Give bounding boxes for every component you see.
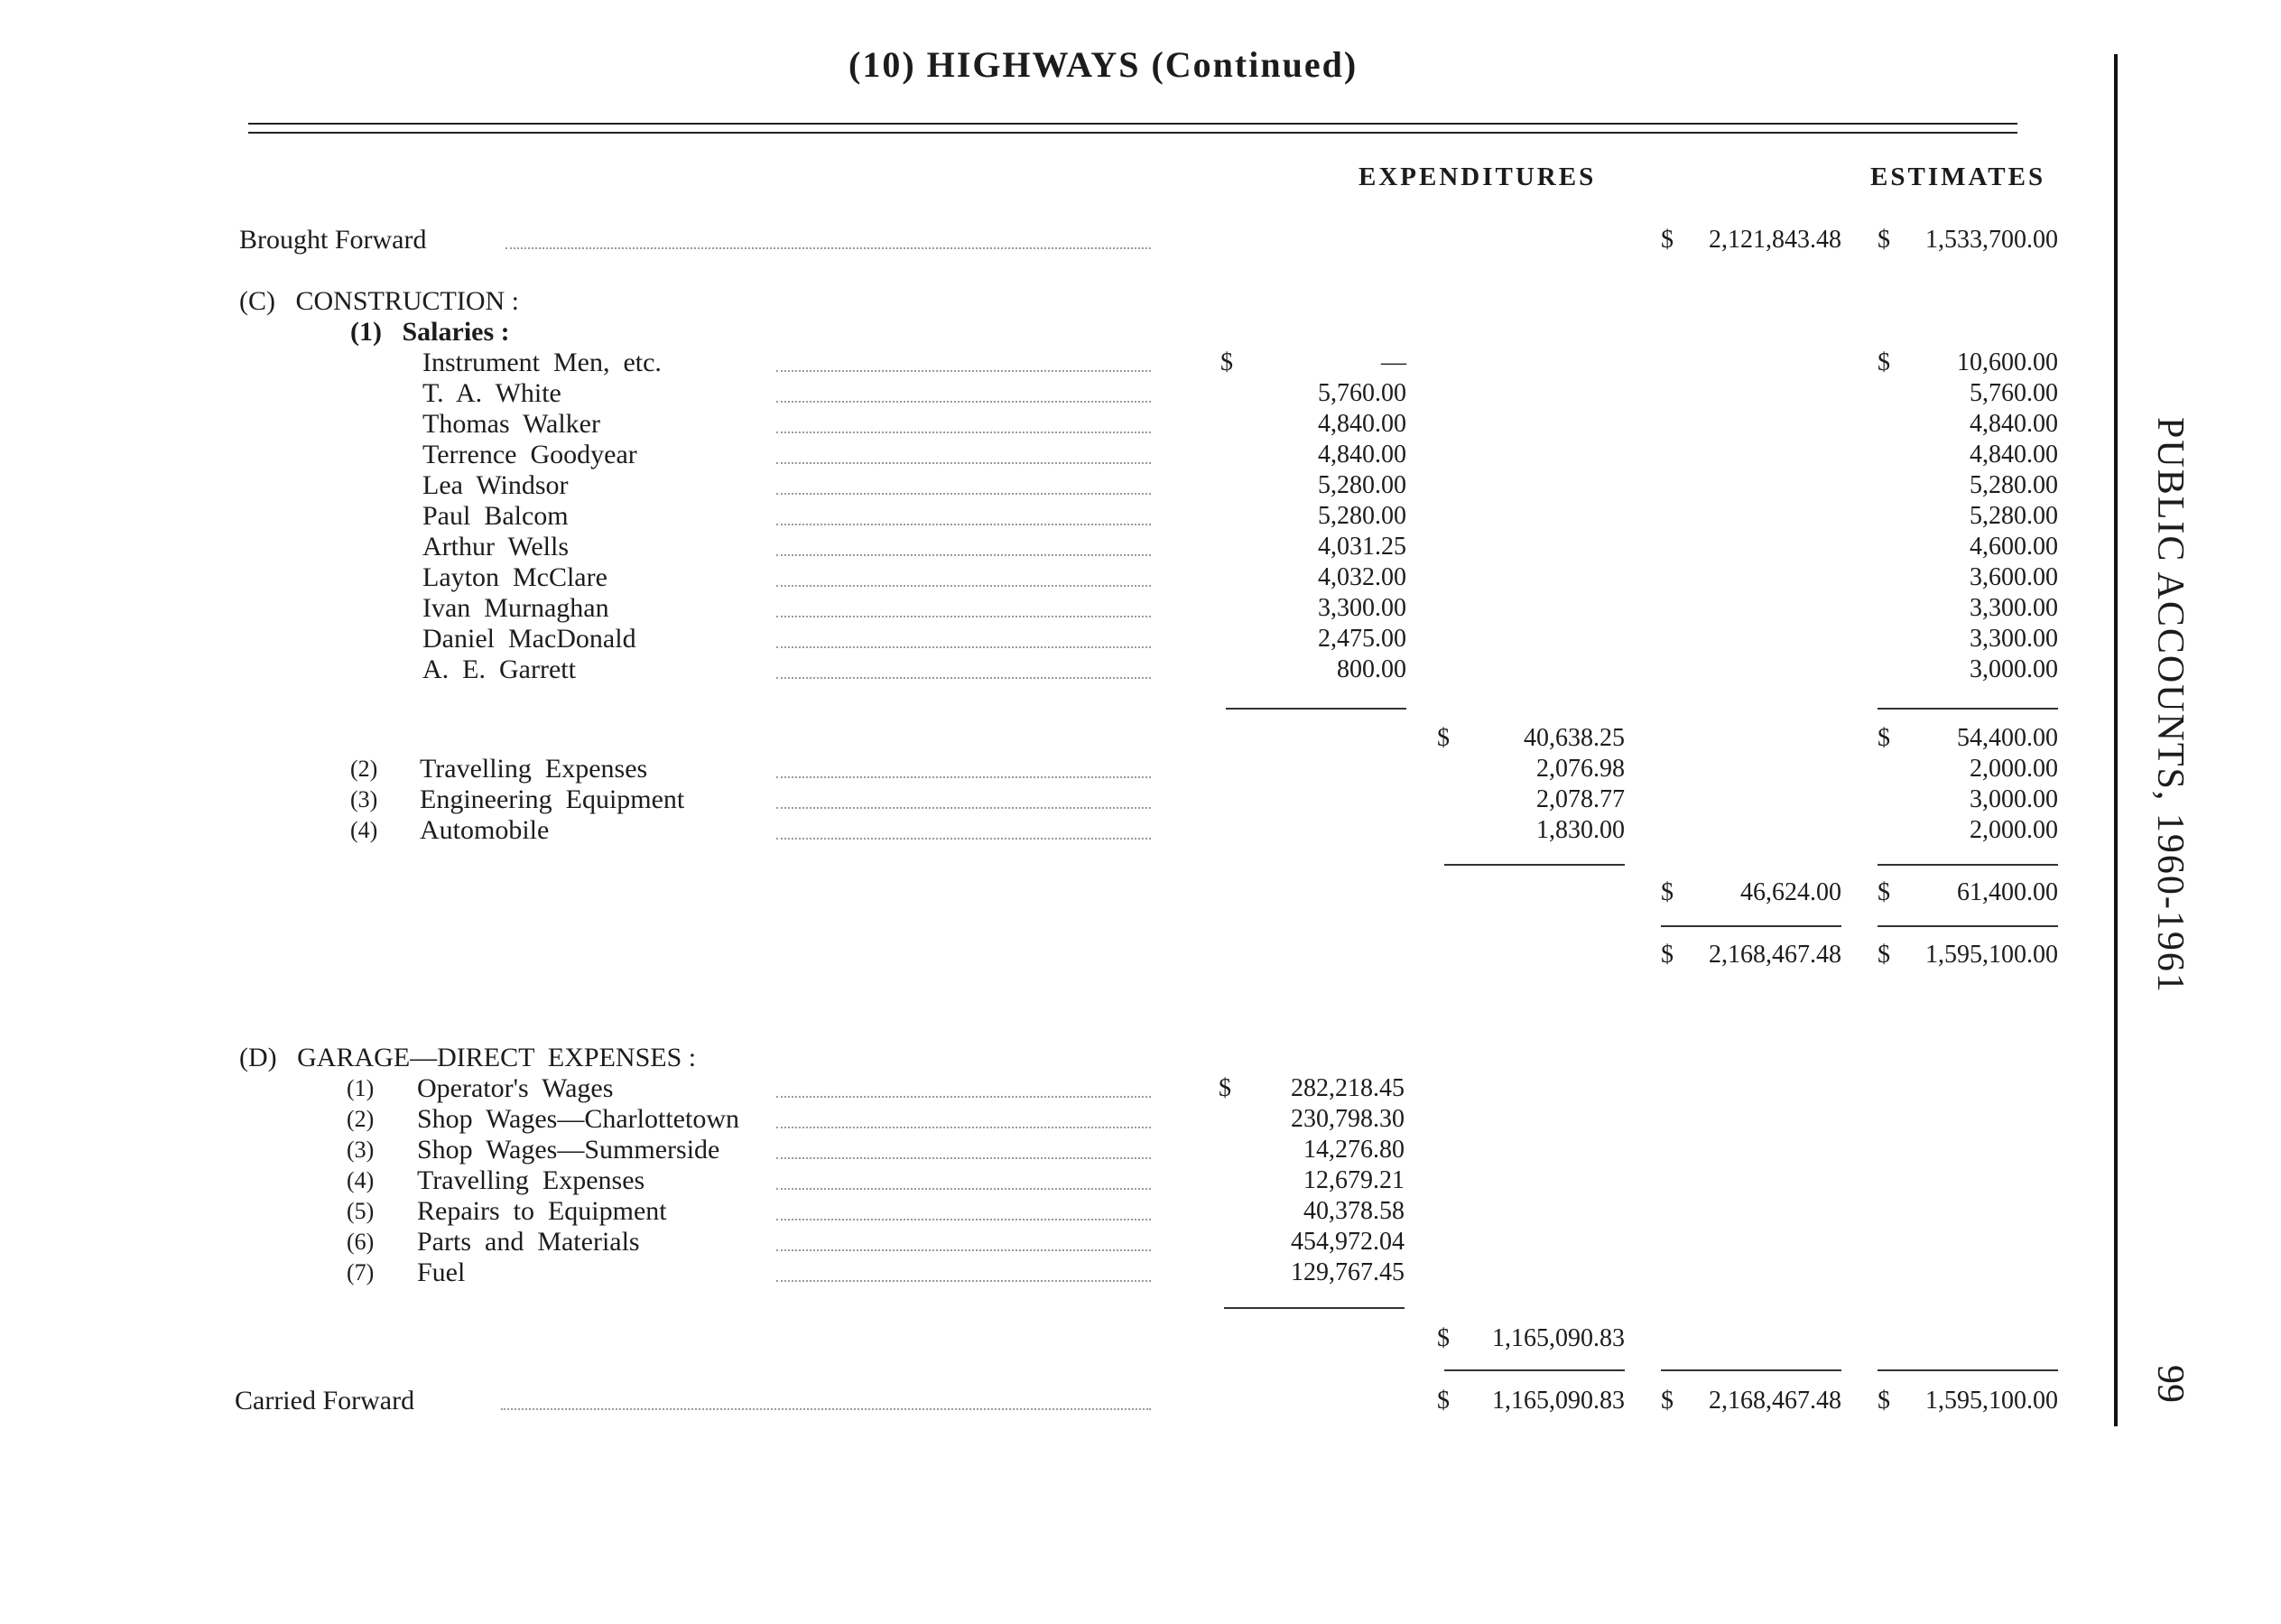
dollar-sign: $ [1878, 348, 1890, 376]
brought-forward-label: Brought Forward [239, 225, 427, 255]
dollar-sign: $ [1220, 348, 1233, 376]
leader-dots [776, 432, 1151, 464]
leader-dots [501, 1378, 1151, 1410]
dollar-sign: $ [1437, 1324, 1450, 1352]
dollar-sign: $ [1878, 941, 1890, 969]
carried-forward-label: Carried Forward [235, 1386, 415, 1415]
leader-dots [776, 1065, 1151, 1098]
salary-estimate: 4,840.00 [1970, 441, 2058, 469]
salary-expenditure: 5,280.00 [1318, 502, 1406, 530]
salary-expenditure: 800.00 [1337, 655, 1406, 683]
side-title: PUBLIC ACCOUNTS, 1960-1961 [2149, 417, 2191, 994]
total-rule [1661, 925, 1841, 927]
salary-estimate: 10,600.00 [1957, 348, 2058, 376]
dollar-sign: $ [1219, 1074, 1231, 1102]
item-number: (5) [347, 1198, 375, 1224]
salary-expenditure: 2,475.00 [1318, 625, 1406, 653]
item-number: (4) [347, 1167, 375, 1193]
leader-dots [776, 554, 1151, 587]
garage-total: 1,165,090.83 [1492, 1324, 1625, 1352]
salary-estimate: 5,280.00 [1970, 502, 2058, 530]
dollar-sign: $ [1878, 724, 1890, 752]
garage-amount: 129,767.45 [1291, 1258, 1405, 1286]
total-rule [1878, 864, 2058, 866]
leader-dots [776, 1249, 1151, 1282]
item-name: Parts and Materials [417, 1227, 640, 1257]
salary-name: Thomas Walker [422, 409, 600, 439]
item-name: Shop Wages—Summerside [417, 1135, 720, 1165]
construction-total-estimates: 61,400.00 [1957, 878, 2058, 906]
item-number: (2) [347, 1106, 375, 1132]
item-name: Fuel [417, 1257, 466, 1287]
garage-amount: 14,276.80 [1303, 1136, 1405, 1164]
salaries-subtotal-expenditures: 40,638.25 [1524, 724, 1625, 752]
section-heading-garage: (D) GARAGE—DIRECT EXPENSES : [239, 1043, 697, 1072]
leader-dots [776, 401, 1151, 433]
salary-expenditure: 5,280.00 [1318, 471, 1406, 499]
item-number: (6) [347, 1229, 375, 1255]
leader-dots [776, 462, 1151, 495]
leader-dots [505, 217, 1151, 249]
leader-dots [776, 585, 1151, 617]
salary-name: A. E. Garrett [422, 654, 576, 684]
leader-dots [776, 493, 1151, 525]
dollar-sign: $ [1437, 724, 1450, 752]
salary-expenditure: 4,031.25 [1318, 533, 1406, 561]
item-estimate: 2,000.00 [1970, 816, 2058, 844]
salary-name: Lea Windsor [422, 470, 569, 500]
leader-dots [776, 616, 1151, 648]
leader-dots [776, 339, 1151, 372]
dollar-sign: $ [1437, 1387, 1450, 1415]
total-rule [1661, 1369, 1841, 1371]
item-expenditure: 2,076.98 [1536, 755, 1625, 783]
dollar-sign: $ [1661, 1387, 1674, 1415]
item-name: Automobile [420, 815, 550, 845]
item-expenditure: 2,078.77 [1536, 785, 1625, 813]
header-rule-bottom [248, 132, 2017, 134]
salary-expenditure: — [1381, 348, 1406, 376]
leader-dots [776, 746, 1151, 778]
item-number: (4) [350, 817, 378, 843]
dollar-sign: $ [1878, 878, 1890, 906]
salary-expenditure: 4,840.00 [1318, 441, 1406, 469]
item-number: (3) [350, 786, 378, 812]
salary-name: Paul Balcom [422, 501, 569, 531]
column-heading-estimates: ESTIMATES [1870, 162, 2046, 191]
section-heading-construction: (C) CONSTRUCTION : [239, 286, 520, 316]
salary-name: Layton McClare [422, 562, 607, 592]
item-number: (7) [347, 1259, 375, 1285]
brought-forward-expenditures: 2,121,843.48 [1709, 226, 1841, 254]
salary-estimate: 4,840.00 [1970, 410, 2058, 438]
garage-amount: 40,378.58 [1303, 1197, 1405, 1225]
carried-forward-col1: 1,165,090.83 [1492, 1387, 1625, 1415]
salary-estimate: 3,300.00 [1970, 594, 2058, 622]
running-total-estimates: 1,595,100.00 [1925, 941, 2058, 969]
header-rule-top [248, 123, 2017, 125]
leader-dots [776, 1127, 1151, 1159]
item-name: Travelling Expenses [420, 754, 648, 784]
salary-estimate: 5,280.00 [1970, 471, 2058, 499]
item-name: Travelling Expenses [417, 1165, 645, 1195]
garage-amount: 282,218.45 [1291, 1074, 1405, 1102]
dollar-sign: $ [1661, 878, 1674, 906]
salary-expenditure: 3,300.00 [1318, 594, 1406, 622]
subtotal-rule [1224, 1307, 1405, 1309]
dollar-sign: $ [1661, 941, 1674, 969]
item-name: Shop Wages—Charlottetown [417, 1104, 739, 1134]
leader-dots [776, 1188, 1151, 1220]
page-number: 99 [2149, 1365, 2191, 1403]
item-number: (1) [347, 1075, 375, 1101]
garage-amount: 454,972.04 [1291, 1228, 1405, 1256]
item-estimate: 2,000.00 [1970, 755, 2058, 783]
salary-name: Instrument Men, etc. [422, 348, 662, 377]
dollar-sign: $ [1878, 226, 1890, 254]
running-total-expenditures: 2,168,467.48 [1709, 941, 1841, 969]
salary-name: Arthur Wells [422, 532, 570, 561]
item-name: Engineering Equipment [420, 784, 685, 814]
leader-dots [776, 807, 1151, 840]
item-name: Operator's Wages [417, 1073, 614, 1103]
total-rule [1444, 864, 1625, 866]
salary-name: Ivan Murnaghan [422, 593, 609, 623]
salary-expenditure: 4,840.00 [1318, 410, 1406, 438]
total-rule [1878, 925, 2058, 927]
dollar-sign: $ [1661, 226, 1674, 254]
item-number: (3) [347, 1137, 375, 1163]
item-expenditure: 1,830.00 [1536, 816, 1625, 844]
page-title: (10) HIGHWAYS (Continued) [848, 44, 1358, 85]
salary-name: Terrence Goodyear [422, 440, 637, 469]
item-name: Repairs to Equipment [417, 1196, 667, 1226]
carried-forward-col2: 2,168,467.48 [1709, 1387, 1841, 1415]
leader-dots [776, 1157, 1151, 1190]
salaries-subtotal-estimates: 54,400.00 [1957, 724, 2058, 752]
subtotal-rule [1226, 708, 1406, 710]
total-rule [1444, 1369, 1625, 1371]
salary-estimate: 4,600.00 [1970, 533, 2058, 561]
construction-total-expenditures: 46,624.00 [1740, 878, 1841, 906]
leader-dots [776, 776, 1151, 809]
leader-dots [776, 646, 1151, 679]
total-rule [1878, 1369, 2058, 1371]
dollar-sign: $ [1878, 1387, 1890, 1415]
item-number: (2) [350, 756, 378, 782]
item-estimate: 3,000.00 [1970, 785, 2058, 813]
salary-name: Daniel MacDonald [422, 624, 636, 654]
salary-estimate: 5,760.00 [1970, 379, 2058, 407]
salary-estimate: 3,600.00 [1970, 563, 2058, 591]
salary-expenditure: 4,032.00 [1318, 563, 1406, 591]
leader-dots [776, 1096, 1151, 1128]
salary-estimate: 3,000.00 [1970, 655, 2058, 683]
subsection-heading-salaries: (1) Salaries : [350, 317, 510, 347]
brought-forward-estimates: 1,533,700.00 [1925, 226, 2058, 254]
garage-amount: 230,798.30 [1291, 1105, 1405, 1133]
salary-estimate: 3,300.00 [1970, 625, 2058, 653]
leader-dots [776, 1219, 1151, 1251]
salary-name: T. A. White [422, 378, 561, 408]
column-heading-expenditures: EXPENDITURES [1358, 162, 1597, 191]
carried-forward-col3: 1,595,100.00 [1925, 1387, 2058, 1415]
leader-dots [776, 524, 1151, 556]
garage-amount: 12,679.21 [1303, 1166, 1405, 1194]
salary-expenditure: 5,760.00 [1318, 379, 1406, 407]
side-rule [2114, 54, 2118, 1426]
leader-dots [776, 370, 1151, 403]
subtotal-rule [1878, 708, 2058, 710]
